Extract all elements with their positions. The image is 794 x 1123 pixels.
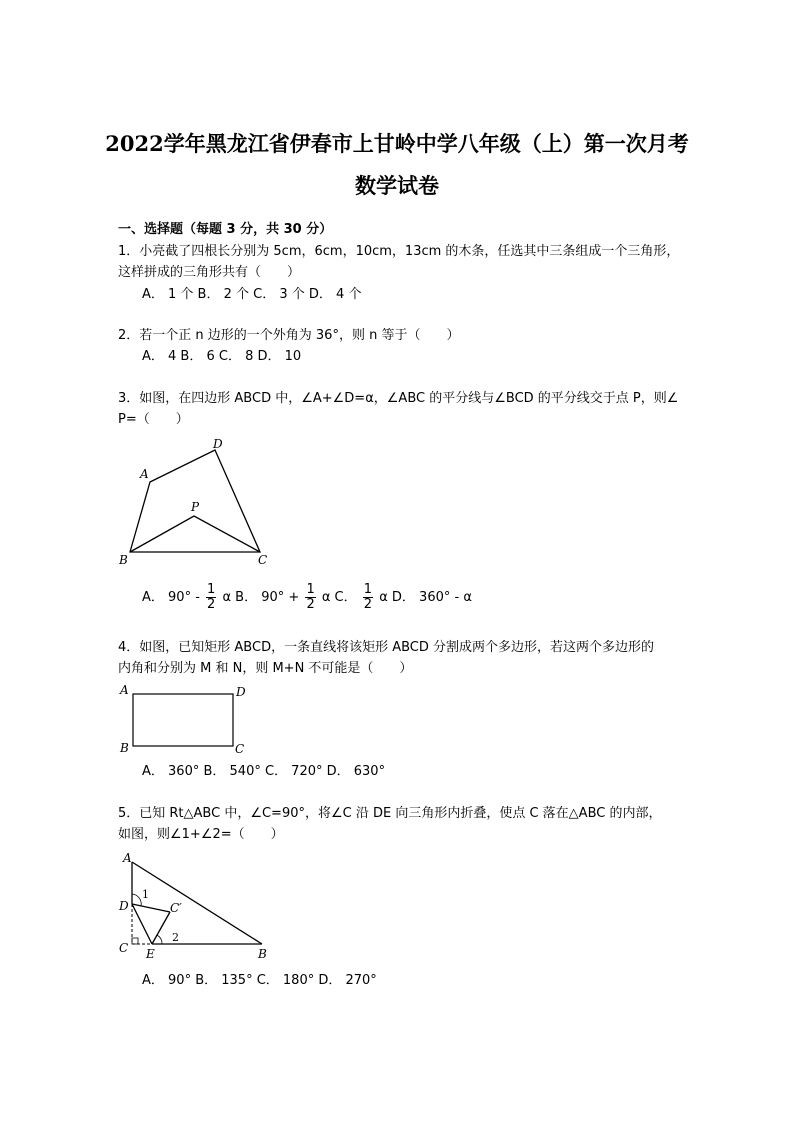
q3-fraction-half: $\frac{1}{2}$ bbox=[207, 582, 216, 612]
q4-label-b: B bbox=[120, 741, 129, 755]
exam-subtitle: 数学试卷 bbox=[355, 173, 439, 198]
q3-label-a: A bbox=[140, 467, 149, 481]
q3-options bbox=[142, 583, 472, 613]
q5-label-d: D bbox=[119, 899, 129, 913]
q5-label-cprime: C′ bbox=[170, 901, 182, 915]
section-heading: 一、选择题（每题 3 分，共 30 分） bbox=[118, 222, 333, 237]
q3-quadrilateral-figure bbox=[110, 432, 290, 572]
q5-triangle-figure bbox=[112, 848, 282, 960]
q3-option-b-prefix: α B． 90° + bbox=[222, 590, 300, 605]
q3-label-b: B bbox=[119, 553, 128, 567]
q3-bisector-lines bbox=[130, 516, 260, 552]
q4-rectangle bbox=[133, 694, 233, 746]
q1-text-line2: 这样拼成的三角形共有（ ） bbox=[118, 265, 301, 280]
q3-text-line1: 3．如图，在四边形 ABCD 中，∠A+∠D=α，∠ABC 的平分线与∠BCD 的平分线交于点 P，则∠ bbox=[118, 391, 679, 406]
q2-text-line1: 2．若一个正 n 边形的一个外角为 36°，则 n 等于（ ） bbox=[118, 328, 460, 343]
q3-fraction-half-b: $\frac{1}{2}$ bbox=[306, 582, 315, 612]
exam-title: 2022学年黑龙江省伊春市上甘岭中学八年级（上）第一次月考 bbox=[105, 131, 689, 156]
q5-text-line2: 如图，则∠1+∠2=（ ） bbox=[118, 827, 284, 842]
q4-rectangle-figure bbox=[112, 680, 262, 760]
q4-options: A． 360° B． 540° C． 720° D． 630° bbox=[142, 764, 386, 779]
q4-label-a: A bbox=[120, 683, 129, 697]
q1-text-line1: 1．小亮截了四根长分别为 5cm，6cm，10cm，13cm 的木条，任选其中三条组成一个三角形， bbox=[118, 244, 680, 259]
q3-option-d: α D． 360° - α bbox=[379, 590, 472, 605]
q2-options: A． 4 B． 6 C． 8 D． 10 bbox=[142, 349, 302, 364]
q3-text-line2: P=（ ） bbox=[118, 412, 189, 427]
q3-label-d: D bbox=[213, 437, 223, 451]
q3-label-p: P bbox=[191, 500, 200, 514]
q5-text-line1: 5．已知 Rt△ABC 中，∠C=90°，将∠C 沿 DE 向三角形内折叠，使点 C 落在△ABC 的内部， bbox=[118, 806, 662, 821]
q5-hypotenuse bbox=[132, 862, 262, 944]
q5-label-b: B bbox=[258, 947, 267, 960]
q3-label-c: C bbox=[258, 553, 268, 567]
q3-option-c-prefix: α C． bbox=[321, 590, 357, 605]
q5-side-dcprime bbox=[132, 904, 170, 912]
q5-label-a: A bbox=[123, 851, 132, 865]
q4-label-d: D bbox=[236, 685, 246, 699]
q1-options: A． 1 个 B． 2 个 C． 3 个 D． 4 个 bbox=[142, 287, 362, 302]
q4-label-c: C bbox=[235, 742, 245, 756]
q3-fraction-half-c: $\frac{1}{2}$ bbox=[363, 582, 373, 612]
q5-label-angle2: 2 bbox=[172, 931, 179, 944]
q5-label-e: E bbox=[146, 947, 155, 960]
q5-angle2-arc bbox=[157, 935, 162, 944]
q3-option-a-prefix: A． 90° - bbox=[142, 590, 200, 605]
q5-label-angle1: 1 bbox=[142, 888, 149, 901]
q5-options: A． 90° B． 135° C． 180° D． 270° bbox=[142, 973, 377, 988]
q4-text-line1: 4．如图，已知矩形 ABCD，一条直线将该矩形 ABCD 分割成两个多边形，若这两个多边形的 bbox=[118, 640, 655, 655]
q5-right-angle-mark bbox=[132, 938, 138, 944]
q4-text-line2: 内角和分别为 M 和 N，则 M+N 不可能是（ ） bbox=[118, 661, 413, 676]
q5-label-c: C bbox=[119, 941, 129, 955]
